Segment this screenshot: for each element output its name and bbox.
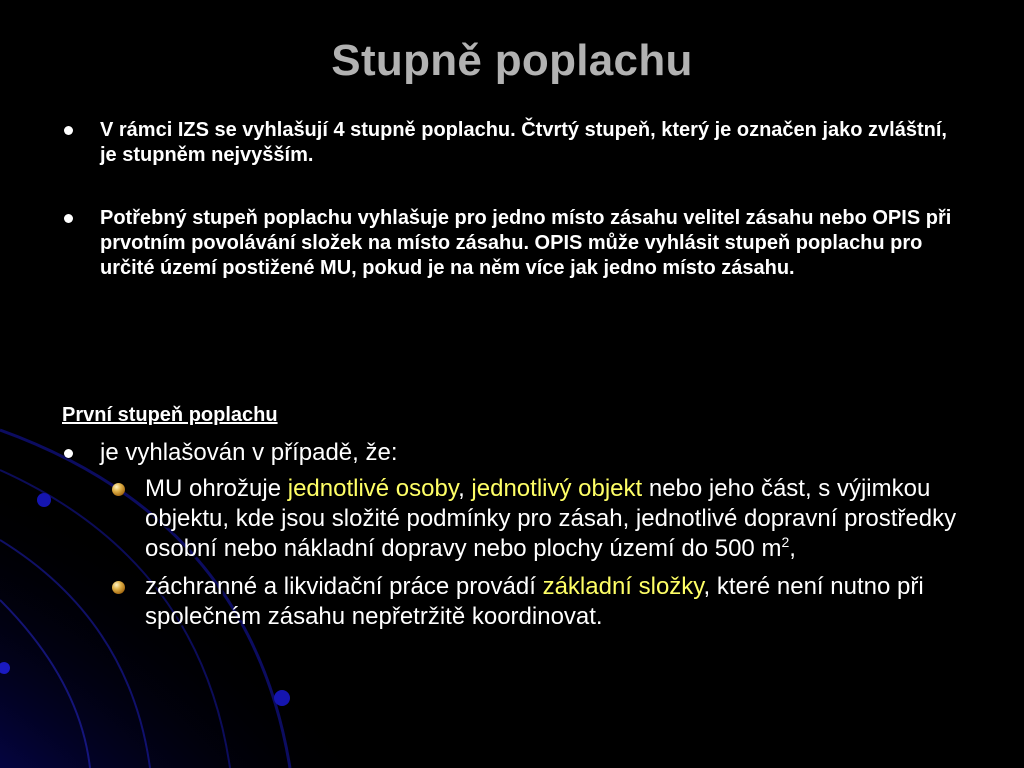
white-dot-icon: [64, 449, 73, 458]
sub-text: MU ohrožuje: [145, 475, 288, 502]
intro-bullet-text: V rámci IZS se vyhlašují 4 stupně poplachu. Čtvrtý stupeň, který je označen jako zvláštní, je stupněm nejvyšším.: [100, 119, 947, 166]
highlight-text: jednotlivý objekt: [471, 475, 643, 502]
intro-bullet-item: [62, 206, 962, 281]
first-level-section: [62, 438, 962, 640]
highlight-text: základní složky: [542, 573, 704, 600]
sub-text: záchranné a likvidační práce provádí: [145, 573, 543, 600]
section-heading: První stupeň poplachu: [62, 404, 278, 426]
white-dot-icon: [64, 214, 73, 223]
slide-title: Stupně poplachu: [331, 36, 693, 85]
lead-bullet-item: [62, 438, 962, 468]
superscript: 2: [781, 534, 790, 550]
sub-bullet-item: [62, 474, 957, 564]
white-dot-icon: [64, 126, 73, 135]
highlight-text: jednotlivé osoby: [287, 475, 459, 502]
sub-bullet-list: [62, 474, 962, 632]
intro-section: [62, 118, 962, 281]
gold-ball-icon: [112, 581, 125, 594]
lead-text: je vyhlašován v případě, že:: [100, 439, 398, 466]
sub-text: nebo jeho část, s výjimkou objektu, kde jsou složité podmínky pro zásah, jednotlivé dopravní prostředky osobní nebo nákladní dopravy nebo plochy území do 500 m: [145, 475, 957, 562]
intro-bullet-list: [62, 118, 962, 281]
intro-bullet-item: [62, 118, 962, 168]
gold-ball-icon: [112, 483, 125, 496]
sub-text: ,: [789, 535, 796, 562]
sub-text: ,: [458, 475, 472, 502]
sub-text: , které není nutno při společném zásahu nepřetržitě koordinovat.: [145, 573, 924, 630]
sub-bullet-item: [62, 572, 957, 632]
intro-bullet-text: Potřebný stupeň poplachu vyhlašuje pro jedno místo zásahu velitel zásahu nebo OPIS při prvotním povolávání složek na místo zásahu. OPIS může vyhlásit stupeň poplachu pro určité území postižené MU, pokud je na něm více jak jedno místo zásahu.: [100, 207, 952, 279]
